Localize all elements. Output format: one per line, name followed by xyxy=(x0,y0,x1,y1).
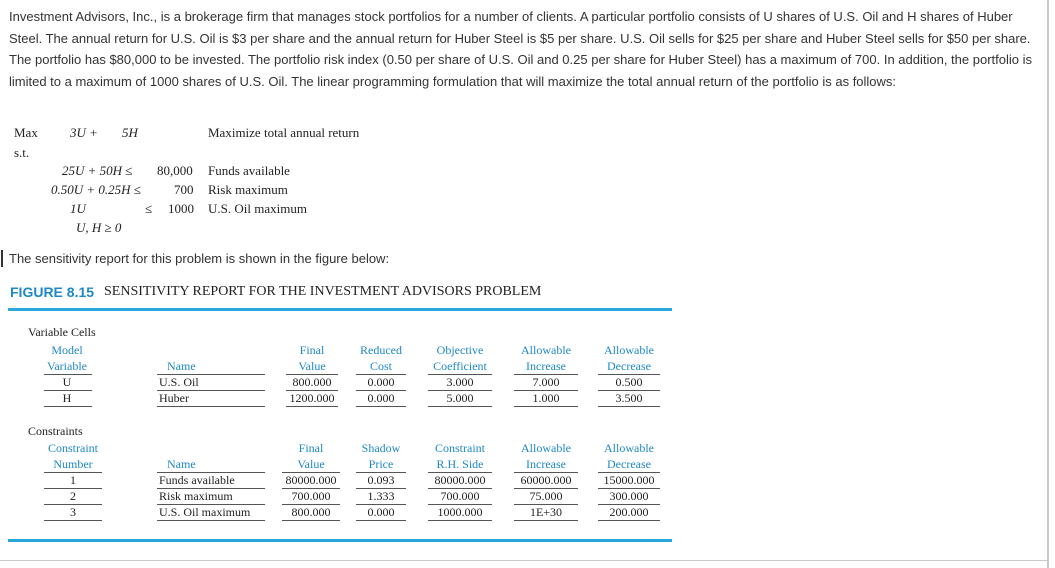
table-cell: 15000.000 xyxy=(603,473,655,487)
row-underline xyxy=(44,406,92,407)
objective-h-term: 5H xyxy=(122,125,138,140)
table-cell: U.S. Oil maximum xyxy=(159,505,251,519)
table-cell: H xyxy=(62,391,72,405)
row-underline xyxy=(286,406,338,407)
header-decrease: Decrease xyxy=(607,359,651,373)
header-final: Final xyxy=(299,343,325,357)
max-label: Max xyxy=(14,125,38,140)
constraint3-u-term: 1U xyxy=(70,201,86,216)
problem-intro-paragraph: Investment Advisors, Inc., is a brokerage firm that manages stock portfolios for a number of clients. A particular portfolio consists of U shares of U.S. Oil and H shares of Huber Steel. The annual return for U.S. Oil is $3 per share and the annual return for Huber Steel is $5 per share. U.S. Oil sells for $25 per share and Huber Steel sells for $50 per share. The portfolio has $80,000 to be invested. The portfolio risk index (0.50 per share of U.S. Oil and 0.25 per share for Huber Steel) has a maximum of 700. In addition, the portfolio is limited to a maximum of 1000 shares of U.S. Oil. The linear programming formulation that will maximize the total annual return of the portfolio is as follows: xyxy=(9,9,1032,89)
row-underline xyxy=(428,406,492,407)
header-allowable-inc: Allowable xyxy=(521,343,571,357)
table-cell: 2 xyxy=(70,489,76,503)
constraint1-lhs: 25U + 50H ≤ xyxy=(62,163,133,178)
header-price: Price xyxy=(368,457,394,471)
header-constraint: Constraint xyxy=(48,441,98,455)
constraint2-lhs: 0.50U + 0.25H ≤ xyxy=(51,182,141,197)
header-name: Name xyxy=(167,359,196,373)
header-name: Name xyxy=(167,457,196,471)
row-underline xyxy=(514,406,578,407)
text-cursor-bar xyxy=(1,250,3,267)
constraint1-rhs: 80,000 xyxy=(157,163,193,178)
sensitivity-intro-text: The sensitivity report for this problem is shown in the figure below: xyxy=(9,251,390,266)
table-cell: U.S. Oil xyxy=(159,375,199,389)
variable-cells-title: Variable Cells xyxy=(28,325,96,339)
table-cell: 1000.000 xyxy=(437,505,483,519)
row-underline xyxy=(157,520,265,521)
table-cell: 3 xyxy=(70,505,76,519)
header-model: Model xyxy=(51,343,83,357)
table-cell: 5.000 xyxy=(446,391,474,405)
table-cell: 1 xyxy=(70,473,76,487)
figure-top-rule xyxy=(8,308,672,311)
nonnegativity-constraint: U, H ≥ 0 xyxy=(76,220,122,235)
table-cell: 800.000 xyxy=(291,505,331,519)
table-cell: Funds available xyxy=(159,473,235,487)
header-cost: Cost xyxy=(369,359,392,373)
table-cell: Huber xyxy=(159,391,189,405)
table-cell: 200.000 xyxy=(609,505,649,519)
header-coefficient: Coefficient xyxy=(433,359,487,373)
table-cell: 7.000 xyxy=(532,375,560,389)
header-allowable-dec: Allowable xyxy=(604,441,654,455)
header-increase: Increase xyxy=(526,359,566,373)
row-underline xyxy=(356,520,406,521)
table-cell: 700.000 xyxy=(440,489,480,503)
table-cell: 3.000 xyxy=(446,375,474,389)
row-underline xyxy=(157,406,265,407)
table-cell: U xyxy=(62,375,72,389)
header-final: Final xyxy=(298,441,324,455)
table-cell: 0.093 xyxy=(367,473,395,487)
row-underline xyxy=(282,520,340,521)
header-rh-side: R.H. Side xyxy=(436,457,484,471)
header-variable: Variable xyxy=(47,359,87,373)
table-cell: 800.000 xyxy=(292,375,332,389)
table-cell: 0.000 xyxy=(367,505,395,519)
constraint3-rhs: 1000 xyxy=(168,201,194,216)
header-value: Value xyxy=(298,359,326,373)
header-value: Value xyxy=(297,457,325,471)
header-allowable-dec: Allowable xyxy=(604,343,654,357)
figure-label: FIGURE 8.15 xyxy=(10,284,95,300)
row-underline xyxy=(44,520,102,521)
constraint2-rhs: 700 xyxy=(174,182,194,197)
constraint3-le: ≤ xyxy=(145,201,153,216)
header-shadow: Shadow xyxy=(361,441,401,455)
table-cell: 80000.000 xyxy=(434,473,486,487)
row-underline xyxy=(514,520,578,521)
header-reduced: Reduced xyxy=(360,343,402,357)
table-cell: 1.000 xyxy=(532,391,560,405)
table-cell: 0.000 xyxy=(367,391,395,405)
subject-to-label: s.t. xyxy=(14,145,30,160)
table-cell: 700.000 xyxy=(291,489,331,503)
row-underline xyxy=(598,520,660,521)
header-constraint-rhs: Constraint xyxy=(435,441,485,455)
header-number: Number xyxy=(53,457,93,471)
table-cell: 3.500 xyxy=(615,391,643,405)
row-underline xyxy=(428,520,492,521)
table-cell: 1200.000 xyxy=(289,391,335,405)
table-cell: 300.000 xyxy=(609,489,649,503)
table-cell: 1.333 xyxy=(367,489,395,503)
table-cell: 0.000 xyxy=(367,375,395,389)
table-cell: 0.500 xyxy=(615,375,643,389)
constraint3-description: U.S. Oil maximum xyxy=(208,201,307,216)
figure-bottom-rule xyxy=(8,539,672,542)
header-allowable-inc: Allowable xyxy=(521,441,571,455)
header-decrease: Decrease xyxy=(607,457,651,471)
row-underline xyxy=(598,406,660,407)
header-objective: Objective xyxy=(436,343,484,357)
table-cell: 80000.000 xyxy=(285,473,337,487)
row-underline xyxy=(356,406,406,407)
table-cell: 75.000 xyxy=(529,489,563,503)
constraint2-description: Risk maximum xyxy=(208,182,288,197)
objective-u-term: 3U + xyxy=(70,125,98,140)
bottom-frame-border xyxy=(0,560,1047,561)
table-cell: 1E+30 xyxy=(529,505,563,519)
figure-title: SENSITIVITY REPORT FOR THE INVESTMENT ADVISORS PROBLEM xyxy=(104,284,542,299)
table-cell: 60000.000 xyxy=(520,473,572,487)
objective-description: Maximize total annual return xyxy=(208,125,360,140)
table-cell: Risk maximum xyxy=(159,489,233,503)
constraints-title: Constraints xyxy=(28,424,83,438)
header-increase: Increase xyxy=(526,457,566,471)
constraint1-description: Funds available xyxy=(208,163,290,178)
